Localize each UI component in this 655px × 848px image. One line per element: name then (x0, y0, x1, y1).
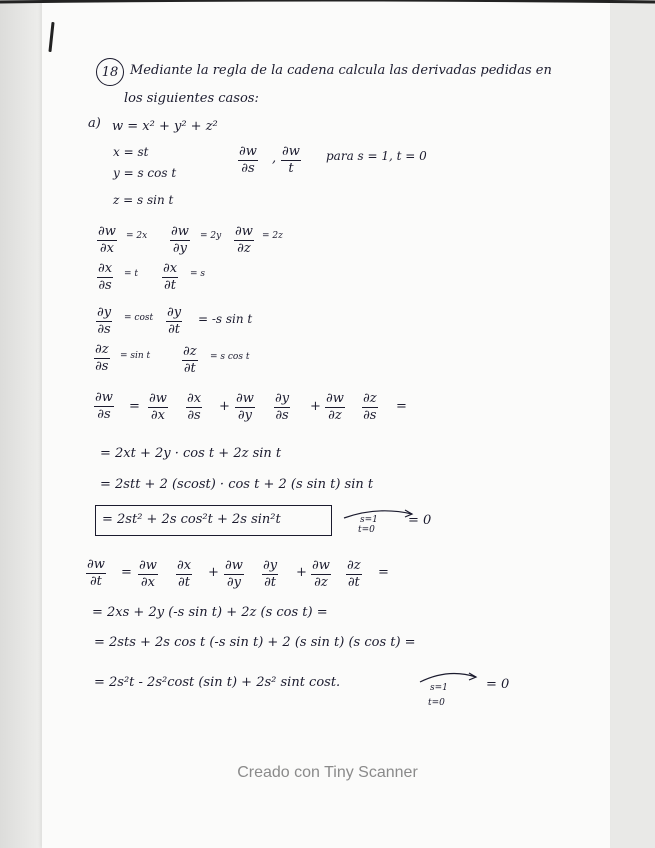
asked-dw-ds: $\frac{\partial w}{\partial s}$ (239, 144, 257, 176)
dt-result: = 0 (486, 677, 510, 692)
dw-dx-frac: $\frac{\partial w}{\partial x}$ (98, 224, 116, 256)
dw-dz-frac: $\frac{\partial w}{\partial z}$ (235, 224, 253, 256)
problem-statement-line1: Mediante la regla de la cadena calcula las derivadas pedidas en (130, 63, 552, 78)
ds-evaluation-arrow (342, 506, 416, 520)
dx-dt-value: = s (190, 269, 206, 279)
dt-chain-plus-1: + (208, 565, 219, 580)
dt-chain-plus-2: + (296, 565, 307, 580)
dt-evaluation-arrow (418, 668, 480, 684)
dt-line2: = 2sts + 2s cos t (-s sin t) + 2 (s sin t) (s cos t) = (94, 635, 416, 650)
ds-chain-plus-1: + (219, 399, 230, 414)
dz-ds-value: = sin t (120, 351, 151, 361)
asked-separator: , (272, 151, 277, 166)
dy-dt-value: = -s sin t (198, 312, 253, 326)
ds-chain-trailing-equals: = (396, 399, 407, 414)
z-definition: z = s sin t (113, 193, 174, 207)
dt-chain-t3a: $\frac{\partial w}{\partial z}$ (312, 558, 330, 590)
ds-chain-t3b: $\frac{\partial z}{\partial s}$ (363, 391, 377, 423)
dt-line1: = 2xs + 2y (-s sin t) + 2z (s cos t) = (92, 605, 328, 620)
scanner-watermark: Creado con Tiny Scanner (237, 764, 418, 781)
dx-ds-value: = t (124, 269, 139, 279)
dt-chain-t2a: $\frac{\partial w}{\partial y}$ (225, 558, 243, 590)
ds-cond-s: s=1 (360, 515, 378, 525)
dt-chain-t1a: $\frac{\partial w}{\partial x}$ (139, 558, 157, 590)
w-definition: w = x² + y² + z² (112, 119, 218, 134)
dz-dt-frac: $\frac{\partial z}{\partial t}$ (183, 344, 197, 376)
ds-line2: = 2stt + 2 (scost) · cos t + 2 (s sin t) sin t (100, 477, 374, 492)
dw-dz-value: = 2z (262, 231, 283, 241)
dt-chain-t3b: $\frac{\partial z}{\partial t}$ (347, 558, 361, 590)
dz-ds-frac: $\frac{\partial z}{\partial s}$ (95, 342, 109, 374)
asked-dw-dt: $\frac{\partial w}{t}$ (282, 144, 300, 176)
dt-cond-s: s=1 (430, 683, 448, 693)
dz-dt-value: = s cos t (210, 352, 250, 362)
evaluation-condition: para s = 1, t = 0 (326, 149, 427, 163)
ds-chain-t2b: $\frac{\partial y}{\partial s}$ (275, 391, 290, 423)
ds-chain-t3a: $\frac{\partial w}{\partial z}$ (326, 391, 344, 423)
dx-dt-frac: $\frac{\partial x}{\partial t}$ (163, 261, 178, 293)
ds-result: = 0 (408, 513, 432, 528)
dw-dy-frac: $\frac{\partial w}{\partial y}$ (171, 224, 189, 256)
page-shadow-left (0, 0, 42, 848)
ds-chain-plus-2: + (310, 399, 321, 414)
ds-chain-t2a: $\frac{\partial w}{\partial y}$ (236, 391, 254, 423)
dt-chain-t1b: $\frac{\partial x}{\partial t}$ (177, 558, 192, 590)
y-definition: y = s cos t (113, 166, 177, 180)
dw-dx-value: = 2x (126, 231, 148, 241)
ds-line1: = 2xt + 2y · cos t + 2z sin t (100, 446, 282, 461)
ds-cond-t: t=0 (358, 525, 375, 535)
ds-chain-lhs: $\frac{\partial w}{\partial s}$ (95, 390, 113, 422)
x-definition: x = st (113, 145, 149, 159)
dx-ds-frac: $\frac{\partial x}{\partial s}$ (98, 261, 113, 293)
ds-chain-t1a: $\frac{\partial w}{\partial x}$ (149, 391, 167, 423)
problem-number: 18 (101, 64, 119, 80)
dt-chain-lhs: $\frac{\partial w}{\partial t}$ (87, 557, 105, 589)
dt-chain-t2b: $\frac{\partial y}{\partial t}$ (263, 558, 278, 590)
ds-chain-t1b: $\frac{\partial x}{\partial s}$ (187, 391, 202, 423)
problem-number-circle (96, 58, 124, 86)
dy-ds-value: = cost (124, 313, 154, 323)
ds-line3: = 2st² + 2s cos²t + 2s sin²t (102, 512, 281, 527)
problem-statement-line2: los siguientes casos: (124, 91, 259, 106)
ds-chain-equals: = (129, 399, 140, 414)
dy-ds-frac: $\frac{\partial y}{\partial s}$ (97, 305, 112, 337)
dt-line3: = 2s²t - 2s²cost (sin t) + 2s² sint cost. (94, 675, 341, 690)
dy-dt-frac: $\frac{\partial y}{\partial t}$ (167, 305, 182, 337)
dt-chain-equals: = (121, 565, 132, 580)
dt-chain-trailing-equals: = (378, 565, 389, 580)
dw-dy-value: = 2y (200, 231, 222, 241)
dt-cond-t: t=0 (428, 698, 445, 708)
page-top-edge (0, 0, 655, 14)
part-a-label: a) (88, 116, 101, 131)
